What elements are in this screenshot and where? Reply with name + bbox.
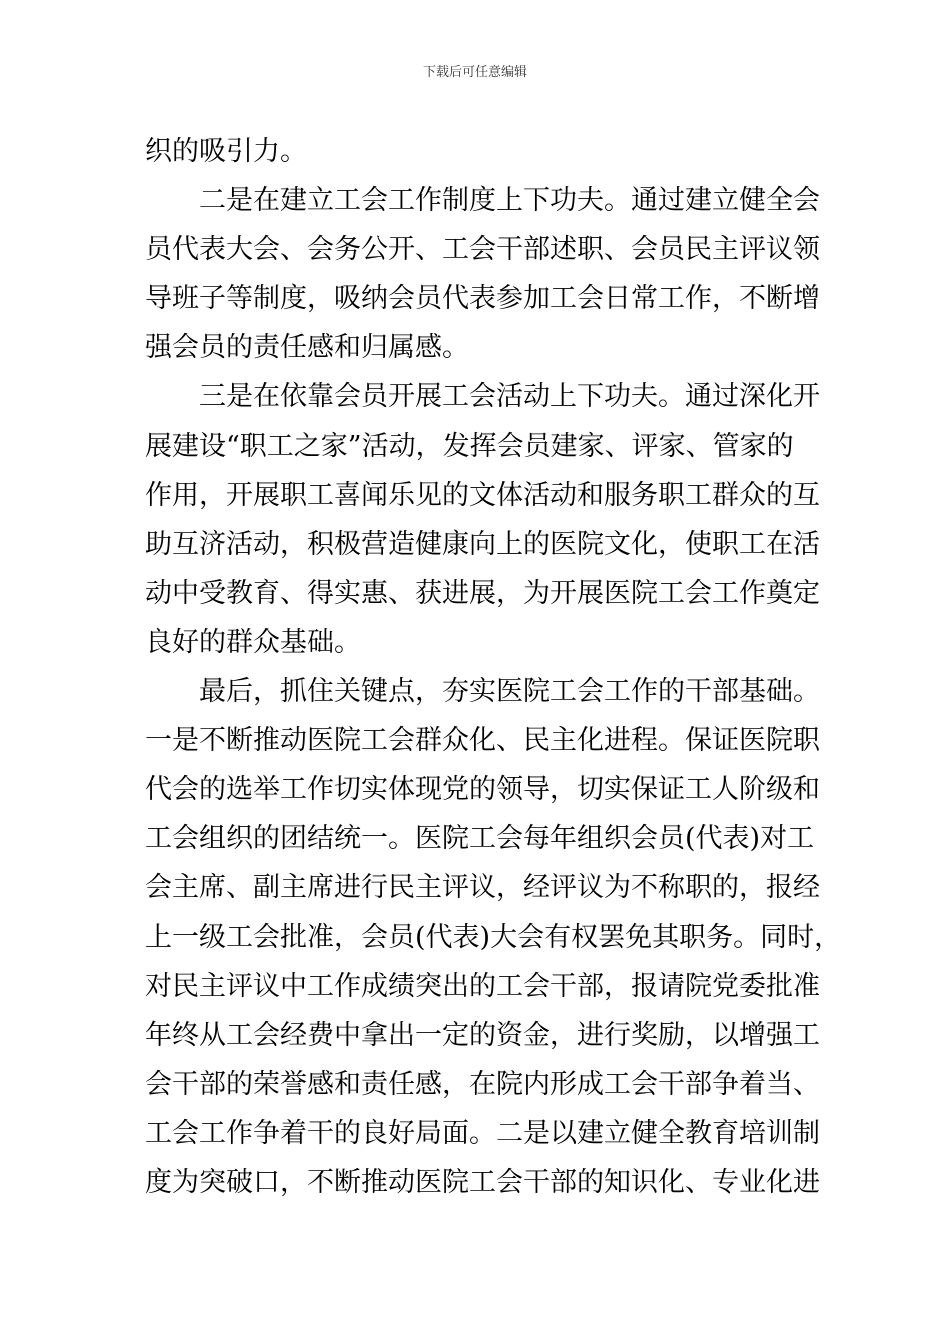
text-line: 助互济活动，积极营造健康向上的医院文化，使职工在活: [145, 528, 820, 560]
text-line: 导班子等制度，吸纳会员代表参加工会日常工作，不断增: [145, 283, 820, 315]
text-line: 员代表大会、会务公开、工会干部述职、会员民主评议领: [145, 234, 820, 266]
text-line: 二是在建立工会工作制度上下功夫。通过建立健全会: [145, 185, 820, 217]
text-line: 度为突破口，不断推动医院工会干部的知识化、专业化进: [145, 1166, 820, 1198]
text-line: 良好的群众基础。: [145, 626, 361, 658]
text-line: 上一级工会批准，会员(代表)大会有权罢免其职务。同时，: [145, 921, 842, 953]
document-body: [145, 127, 842, 1207]
text-line: 动中受教育、得实惠、获进展，为开展医院工会工作奠定: [145, 577, 820, 609]
text-line: 作用，开展职工喜闻乐见的文体活动和服务职工群众的互: [145, 479, 820, 511]
text-line: 展建设“职工之家”活动，发挥会员建家、评家、管家的: [145, 430, 794, 462]
text-line: 织的吸引力。: [145, 136, 307, 167]
text-line: 会干部的荣誉感和责任感，在院内形成工会干部争着当、: [145, 1068, 820, 1100]
text-line: 最后，抓住关键点，夯实医院工会工作的干部基础。: [145, 676, 820, 708]
text-line: 对民主评议中工作成绩突出的工会干部，报请院党委批准: [145, 970, 820, 1002]
text-line: 会主席、副主席进行民主评议，经评议为不称职的，报经: [145, 872, 820, 904]
text-line: 一是不断推动医院工会群众化、民主化进程。保证医院职: [145, 725, 820, 757]
text-line: 三是在依靠会员开展工会活动上下功夫。通过深化开: [145, 381, 820, 413]
text-line: 强会员的责任感和归属感。: [145, 332, 469, 364]
text-line: 年终从工会经费中拿出一定的资金，进行奖励，以增强工: [145, 1019, 820, 1051]
text-line: 工会组织的团结统一。医院工会每年组织会员(代表)对工: [145, 823, 815, 855]
text-line: 工会工作争着干的良好局面。二是以建立健全教育培训制: [145, 1117, 820, 1149]
page-header: 下载后可任意编辑: [422, 65, 527, 80]
text-line: 代会的选举工作切实体现党的领导，切实保证工人阶级和: [145, 774, 820, 806]
